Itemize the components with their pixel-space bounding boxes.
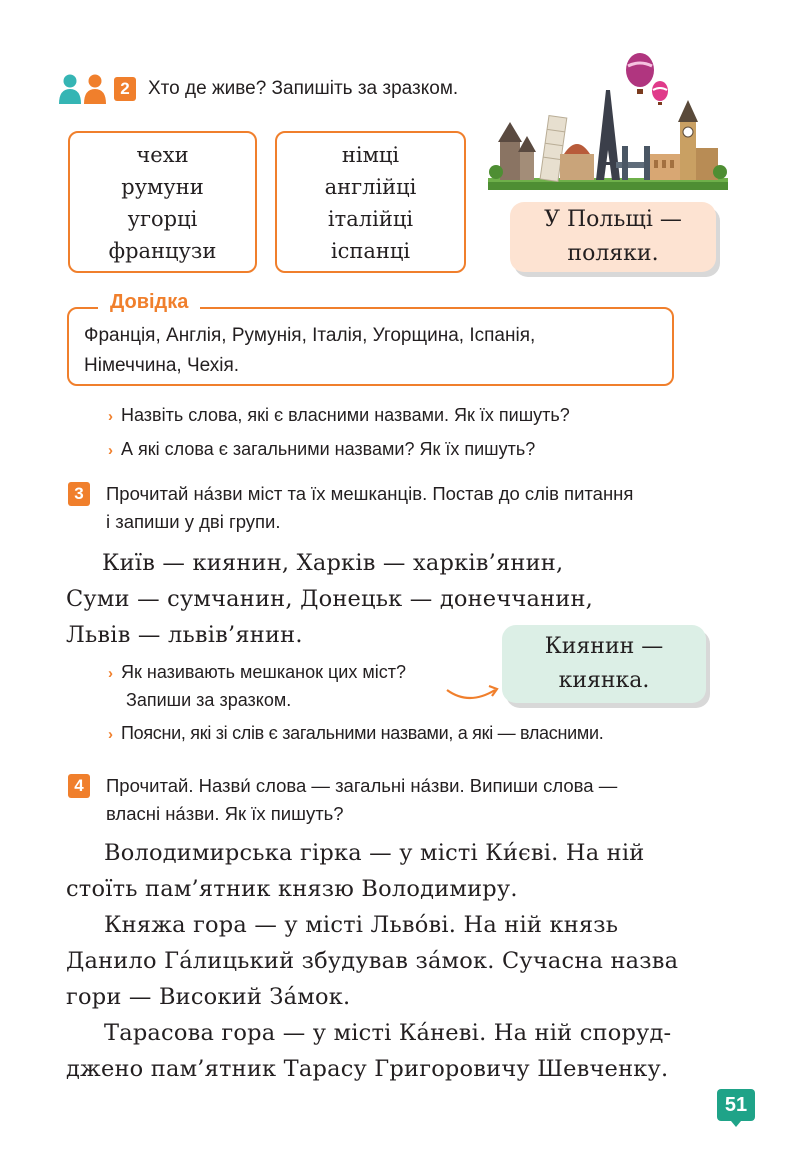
reference-line: Франція, Англія, Румунія, Італія, Угорщина, Іспанія,	[84, 325, 536, 346]
reference-line: Німеччина, Чехія.	[84, 355, 240, 376]
word: румуни	[121, 175, 204, 199]
task-number-3: 3	[68, 482, 90, 506]
text-line: Княжа гора — у місті Льво́ві. На ній князь	[104, 912, 619, 938]
instruction-line: Прочитай. Назви́ слова — загальні на́зви. Випиши слова —	[106, 775, 618, 796]
word: чехи	[136, 143, 189, 167]
chevron-right-icon: ›	[108, 442, 113, 459]
word: французи	[108, 239, 217, 263]
word-box-2	[275, 131, 466, 273]
instruction-line: власні на́зви. Як їх пишуть?	[106, 803, 344, 824]
curved-arrow-icon	[443, 676, 503, 706]
bullet-text: Назвіть слова, які є власними назвами. Як їх пишуть?	[121, 405, 570, 425]
task2-instruction: Хто де живе? Запишіть за зразком.	[148, 78, 459, 99]
task3-bullet-2	[108, 720, 603, 748]
chevron-right-icon: ›	[108, 726, 113, 743]
bullet-text: Як називають мешканок цих міст?	[121, 662, 406, 682]
text-line: Данило Га́лицький збудував за́мок. Сучасна назва	[66, 948, 679, 974]
text-line: Суми — сумчанин, Донецьк — донеччанин,	[66, 586, 594, 612]
example-line: киянка.	[558, 668, 650, 693]
task2-bullet-1	[108, 402, 570, 430]
task4-reading-text	[66, 835, 716, 1087]
page-number: 51	[724, 1094, 748, 1116]
task3-instruction	[106, 480, 633, 536]
word: англійці	[324, 175, 417, 199]
pair-work-icon	[59, 74, 109, 104]
example-line: У Польщі —	[544, 207, 682, 232]
word-box-1	[68, 131, 257, 273]
reference-text	[84, 321, 535, 381]
bullet-text: Запиши за зразком.	[126, 690, 292, 710]
bullet-text: Поясни, які зі слів є загальними назвами, а які — власними.	[121, 723, 604, 743]
page-number-badge	[717, 1089, 755, 1123]
example-bubble-task3	[502, 625, 706, 703]
word: угорці	[127, 207, 198, 231]
text-line: гори — Високий За́мок.	[66, 984, 351, 1010]
instruction-line: і запиши у дві групи.	[106, 511, 281, 532]
chevron-right-icon: ›	[108, 408, 113, 425]
text-line: Володимирська гірка — у місті Ки́єві. На ній	[104, 840, 645, 866]
text-line: джено пам’ятник Тарасу Григоровичу Шевченку.	[66, 1056, 669, 1082]
task3-bullet-1	[108, 659, 406, 713]
word: іспанці	[330, 239, 411, 263]
word: німці	[341, 143, 400, 167]
text-line: Тарасова гора — у місті Ка́неві. На ній споруд-	[104, 1020, 672, 1046]
task2-bullet-2	[108, 436, 535, 464]
text-line: Київ — киянин, Харків — харків’янин,	[102, 550, 564, 576]
task-number-2: 2	[114, 77, 136, 101]
word: італійці	[327, 207, 414, 231]
example-line: поляки.	[567, 241, 659, 266]
instruction-line: Прочитай на́зви міст та їх мешканців. Постав до слів питання	[106, 483, 634, 504]
text-line: стоїть пам’ятник князю Володимиру.	[66, 876, 518, 902]
task-number-4: 4	[68, 774, 90, 798]
bullet-text: А які слова є загальними назвами? Як їх пишуть?	[121, 439, 536, 459]
task4-instruction	[106, 772, 617, 828]
example-line: Киянин —	[544, 634, 664, 659]
chevron-right-icon: ›	[108, 665, 113, 682]
text-line: Львів — львів’янин.	[66, 622, 303, 648]
reference-title: Довідка	[98, 288, 200, 316]
european-landmarks-illustration	[488, 50, 728, 195]
example-bubble-task2	[510, 202, 716, 272]
